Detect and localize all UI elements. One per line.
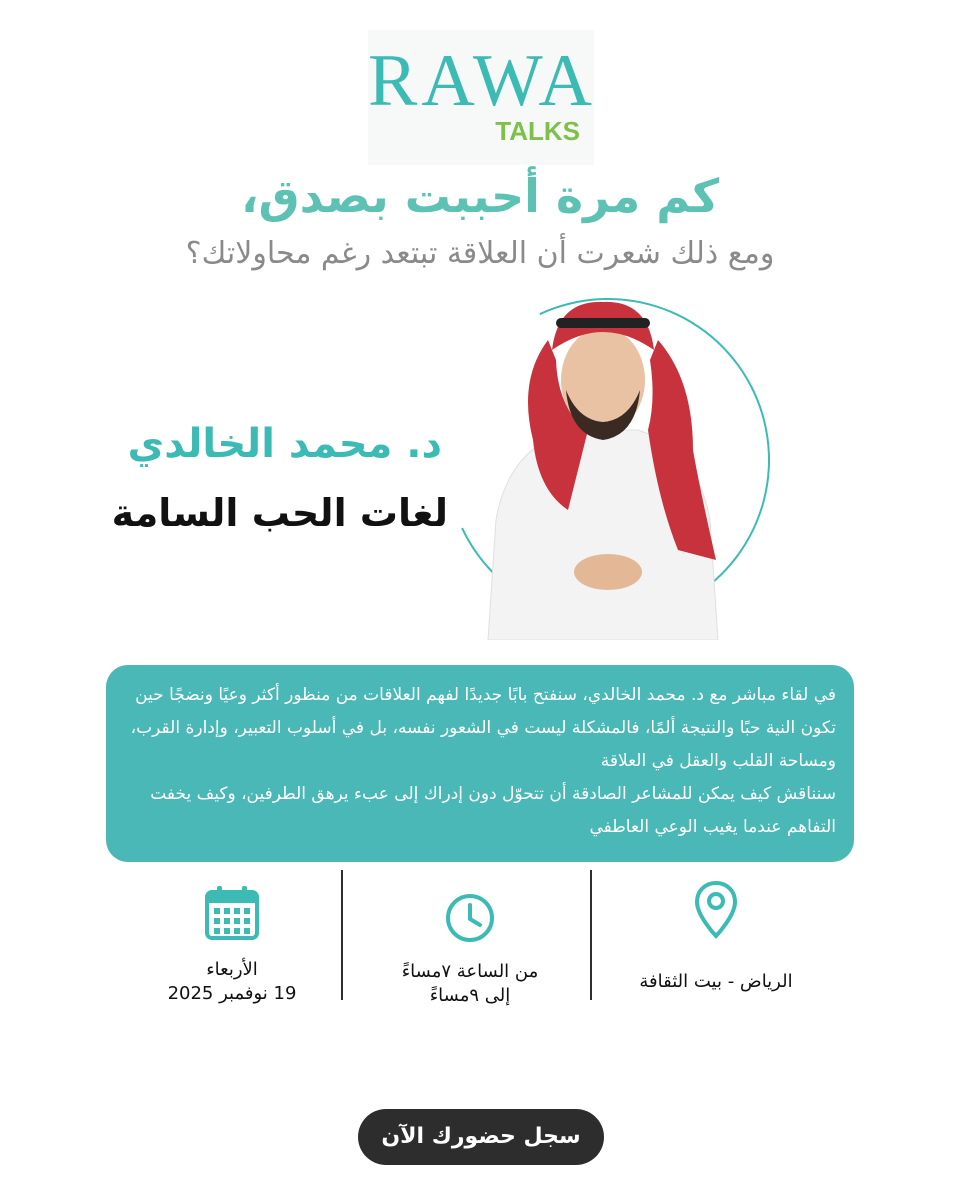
logo-main-text: RAWA	[368, 40, 596, 122]
divider-right	[590, 870, 592, 1000]
logo	[368, 30, 594, 165]
divider-left	[341, 870, 343, 1000]
talk-topic: لغات الحب السامة	[111, 491, 448, 535]
description-paragraph-1: في لقاء مباشر مع د. محمد الخالدي، سنفتح بابًا جديدًا لفهم العلاقات من منظور أكثر وعيًا ونضجًا حين تكون النية حبًا والنتيجة ألمًا، فالمشكلة ليست في الشعور نفسه، بل في أسلوب التعبير، وإدارة القرب، ومساحة القلب والعقل في العلاقة	[130, 685, 836, 771]
speaker-name: د. محمد الخالدي	[127, 421, 442, 467]
clock-icon	[444, 892, 496, 944]
location-text: الرياض - بيت الثقافة	[639, 971, 793, 992]
calendar-icon	[204, 884, 260, 942]
location-pin-icon	[694, 880, 738, 940]
register-button[interactable]: سجل حضورك الآن	[358, 1109, 604, 1165]
time-info	[370, 880, 570, 1008]
date-info	[132, 880, 332, 1006]
time-line-1: من الساعة ٧مساءً	[401, 961, 539, 982]
date-line-1: الأربعاء	[206, 959, 258, 980]
logo-sub-text: TALKS	[495, 116, 580, 146]
headline: كم مرة أحببت بصدق،	[240, 169, 720, 223]
speaker-photo	[478, 300, 728, 640]
time-line-2: إلى ٩مساءً	[429, 985, 511, 1006]
subheadline: ومع ذلك شعرت أن العلاقة تبتعد رغم محاولاتك؟	[185, 236, 775, 271]
location-info	[616, 880, 816, 994]
description-paragraph-2: سنناقش كيف يمكن للمشاعر الصادقة أن تتحوّل دون إدراك إلى عبء يرهق الطرفين، وكيف يخفت التفاهم عندما يغيب الوعي العاطفي	[150, 784, 836, 837]
date-line-2: 19 نوفمبر 2025	[167, 983, 297, 1004]
description-box	[106, 665, 854, 862]
